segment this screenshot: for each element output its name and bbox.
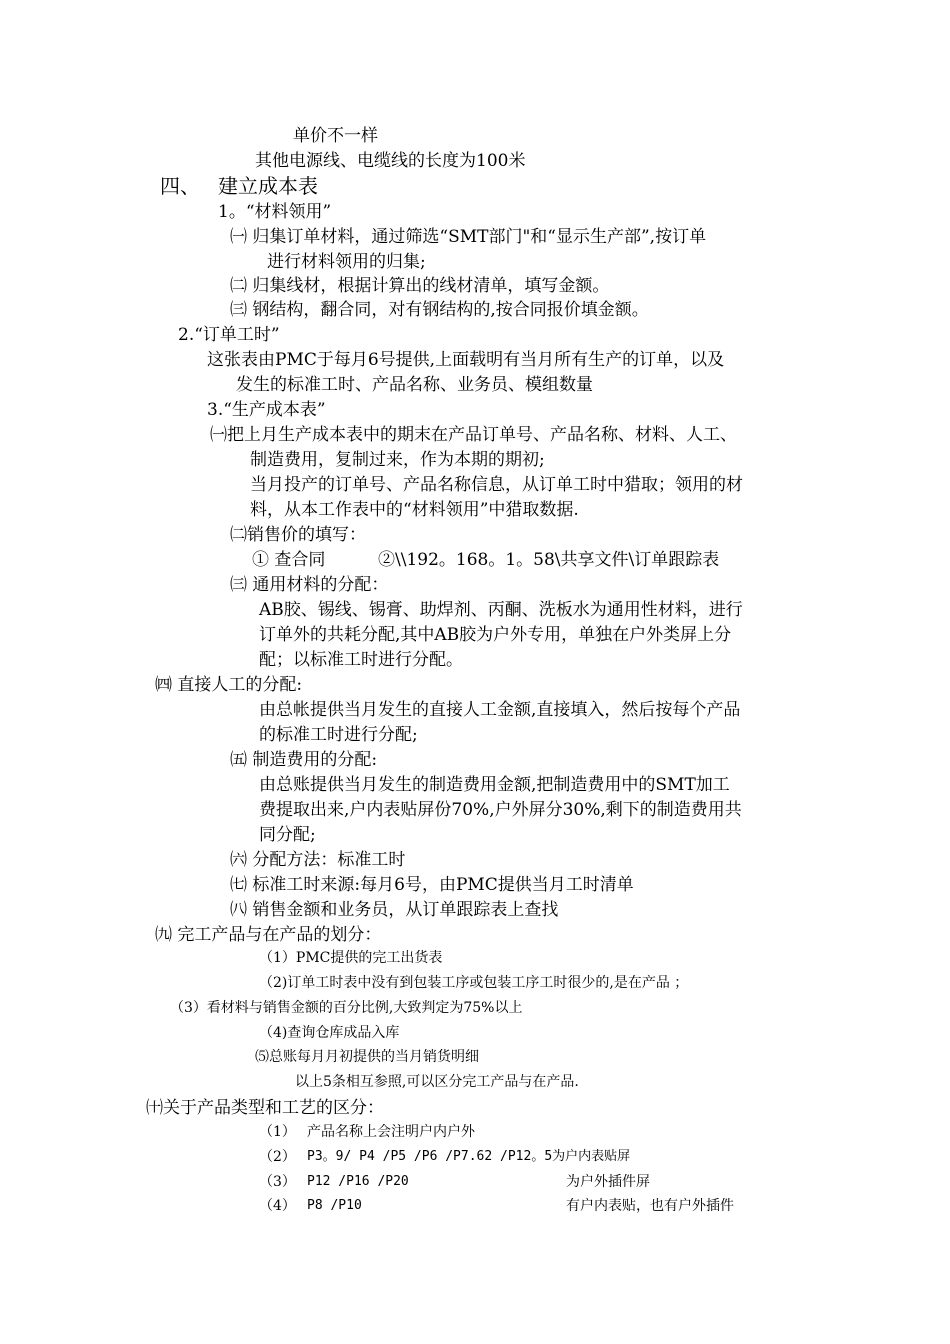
text-line: ㈠ 归集订单材料，通过筛选“SMT部门"和“显示生产部”,按订单	[230, 227, 707, 247]
section-number: 四、	[160, 174, 200, 198]
text-line: 以上5条相互参照,可以区分完工产品与在产品.	[295, 1074, 579, 1090]
text-line: 同分配;	[259, 825, 316, 845]
text-line: ②\\192。168。1。58\共享文件\订单跟踪表	[378, 550, 720, 570]
text-line: AB胶、锡线、锡膏、助焊剂、丙酮、洗板水为通用性材料，进行	[259, 600, 743, 620]
text-line: （3）看材料与销售金额的百分比例,大致判定为75%以上	[170, 1000, 523, 1016]
subsection-title: 1。“材料领用”	[218, 202, 332, 222]
text-line: 制造费用，复制过来，作为本期的期初;	[250, 450, 545, 470]
text-line: 单价不一样	[293, 126, 378, 146]
text-line: （2)订单工时表中没有到包装工序或包装工序工时很少的,是在产品 ；	[259, 975, 689, 991]
text-line: ① 查合同	[252, 550, 326, 570]
text-line: ㈦ 标准工时来源:每月6号，由PMC提供当月工时清单	[230, 875, 634, 895]
text-line: ㈧ 销售金额和业务员，从订单跟踪表上查找	[230, 900, 559, 920]
subsection-title: 2.“订单工时”	[178, 325, 280, 345]
text-line: 当月投产的订单号、产品名称信息，从订单工时中猎取；领用的材	[250, 475, 743, 495]
text-line: ㈩关于产品类型和工艺的区分：	[146, 1098, 384, 1118]
text-line: 进行材料领用的归集;	[267, 252, 426, 272]
text-line: 的标准工时进行分配;	[259, 725, 418, 745]
list-item-number: （3）	[259, 1174, 296, 1190]
text-line: ㈡ 归集线材，根据计算出的线材清单，填写金额。	[230, 276, 610, 296]
text-line: ㈢ 通用材料的分配：	[230, 575, 389, 595]
list-item-note: 有户内表贴，也有户外插件	[566, 1198, 734, 1214]
list-item-number: （2）	[259, 1149, 296, 1165]
text-line: ⑸总账每月月初提供的当月销货明细	[255, 1049, 479, 1065]
list-item-note: 为户外插件屏	[566, 1174, 650, 1190]
list-item-number: （1）	[259, 1124, 296, 1140]
list-item-number: （4）	[259, 1198, 296, 1214]
list-item-text: P8 /P10	[307, 1198, 362, 1213]
section-title: 建立成本表	[218, 174, 318, 198]
text-line: 费提取出来,户内表贴屏份70%,户外屏分30%,剩下的制造费用共	[259, 800, 742, 820]
text-line: ㈠把上月生产成本表中的期末在产品订单号、产品名称、材料、人工、	[210, 425, 737, 445]
text-line: 订单外的共耗分配,其中AB胶为户外专用，单独在户外类屏上分	[259, 625, 732, 645]
text-line: 这张表由PMC于每月6号提供,上面载明有当月所有生产的订单，以及	[207, 350, 725, 370]
list-item-text: P3。9/ P4 /P5 /P6 /P7.62 /P12。5为户内表贴屏	[307, 1149, 631, 1164]
list-item-text: 产品名称上会注明户内户外	[307, 1124, 475, 1140]
list-item-text: P12 /P16 /P20	[307, 1174, 409, 1189]
text-line: （4)查询仓库成品入库	[259, 1025, 400, 1041]
text-line: ㈣ 直接人工的分配:	[155, 675, 303, 695]
text-line: ㈢ 钢结构，翻合同，对有钢结构的,按合同报价填金额。	[230, 300, 649, 320]
text-line: 由总帐提供当月发生的直接人工金额,直接填入，然后按每个产品	[259, 700, 741, 720]
text-line: ㈥ 分配方法：标准工时	[230, 850, 406, 870]
text-line: 发生的标准工时、产品名称、业务员、模组数量	[236, 375, 593, 395]
text-line: 由总账提供当月发生的制造费用金额,把制造费用中的SMT加工	[259, 775, 730, 795]
text-line: （1）PMC提供的完工出货表	[259, 950, 443, 966]
text-line: 其他电源线、电缆线的长度为100米	[255, 151, 526, 171]
text-line: 配；以标准工时进行分配。	[259, 650, 463, 670]
subsection-title: 3.“生产成本表”	[207, 400, 326, 420]
text-line: ㈤ 制造费用的分配:	[230, 750, 378, 770]
text-line: 料，从本工作表中的“材料领用”中猎取数据.	[250, 500, 579, 520]
text-line: ㈨ 完工产品与在产品的划分：	[155, 925, 382, 945]
text-line: ㈡销售价的填写：	[230, 525, 366, 545]
